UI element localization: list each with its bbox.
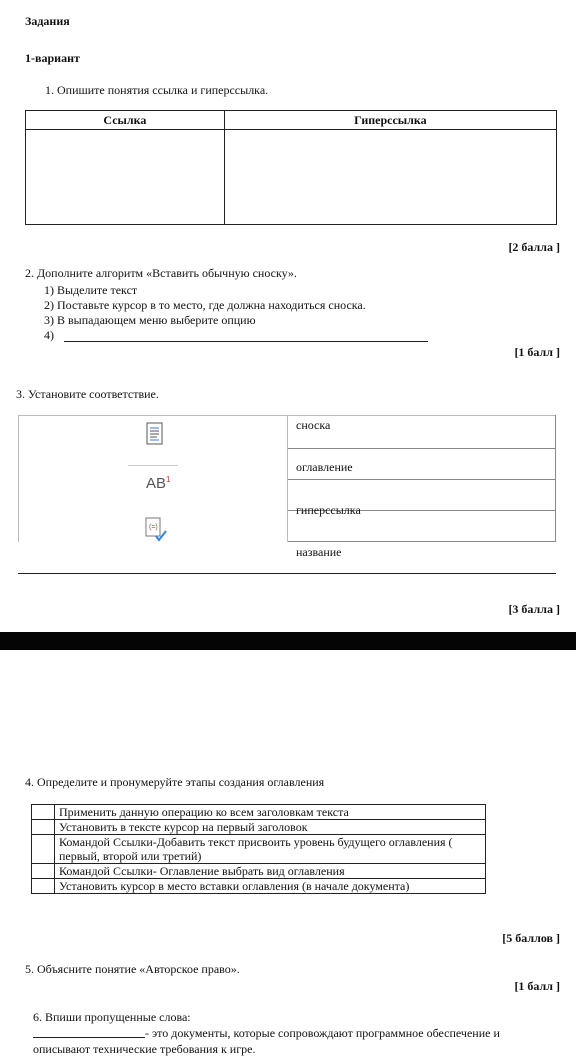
q1-text: 1. Опишите понятия ссылка и гиперссылка. [45,83,269,97]
table-row [32,879,486,894]
q4-number-cell[interactable] [32,805,55,820]
svg-text:(=): (=) [149,524,158,531]
ab-icon-sup: 1 [166,475,171,484]
q4-steps-table [31,804,486,894]
q1-header-link: Ссылка [26,111,225,130]
q1-table [25,110,557,225]
table-row [32,805,486,820]
table-row [32,820,486,835]
q4-step-text: Установить курсор в место вставки оглавления (в начале документа) [55,879,486,894]
q6-text: 6. Впиши пропущенные слова: [33,1010,191,1024]
page-title: Задания [25,14,70,28]
q3-option-footnote: сноска [296,418,331,432]
variant-label: 1-вариант [25,51,80,65]
q1-answer-cell-hyperlink[interactable] [224,130,556,225]
table-row [32,864,486,879]
q5-score: [1 балл ] [514,979,560,993]
q3-text: 3. Установите соответствие. [16,387,159,401]
q1-score: [2 балла ] [508,240,560,254]
q1-answer-cell-link[interactable] [26,130,225,225]
q3-option-hyperlink: гиперссылка [296,503,361,517]
q6-line1: - это документы, которые сопровождают программное обеспечение и [145,1026,500,1040]
q4-step-text: Установить в тексте курсор на первый заголовок [55,820,486,835]
q2-answer-line[interactable] [64,341,428,342]
table-row [32,835,486,864]
q4-number-cell[interactable] [32,835,55,864]
q4-step-text: Применить данную операцию ко всем заголовкам текста [55,805,486,820]
q4-number-cell[interactable] [32,864,55,879]
q4-number-cell[interactable] [32,879,55,894]
ab-superscript-icon [146,475,170,492]
q6-answer-line[interactable] [33,1037,145,1038]
q3-match-table [18,415,556,559]
document-icon [146,422,164,446]
q6-line2: описывают технические требования к игре. [33,1042,256,1056]
q4-step-text: Командой Ссылки- Оглавление выбрать вид оглавления [55,864,486,879]
q2-step: 4) [44,328,54,342]
q4-text: 4. Определите и пронумеруйте этапы создания оглавления [25,775,325,789]
q2-step: 2) Поставьте курсор в то место, где должна находиться сноска. [44,298,366,312]
q3-bottom-rule [18,573,556,574]
check-document-icon [144,516,168,542]
q3-option-toc: оглавление [296,460,353,474]
q4-score: [5 баллов ] [502,931,560,945]
q3-score: [3 балла ] [508,602,560,616]
q2-score: [1 балл ] [514,345,560,359]
q2-step: 1) Выделите текст [44,283,138,297]
page-separator-band [0,632,576,650]
q4-number-cell[interactable] [32,820,55,835]
q2-text: 2. Дополните алгоритм «Вставить обычную сноску». [25,266,297,280]
q3-option-caption: название [296,545,342,559]
ab-icon-text: AB [146,475,167,492]
q1-header-hyperlink: Гиперссылка [224,111,556,130]
q4-step-text: Командой Ссылки-Добавить текст присвоить уровень будущего оглавления ( первый, второй или третий) [55,835,486,864]
q2-step: 3) В выпадающем меню выберите опцию [44,313,256,327]
q5-text: 5. Объясните понятие «Авторское право». [25,962,240,976]
